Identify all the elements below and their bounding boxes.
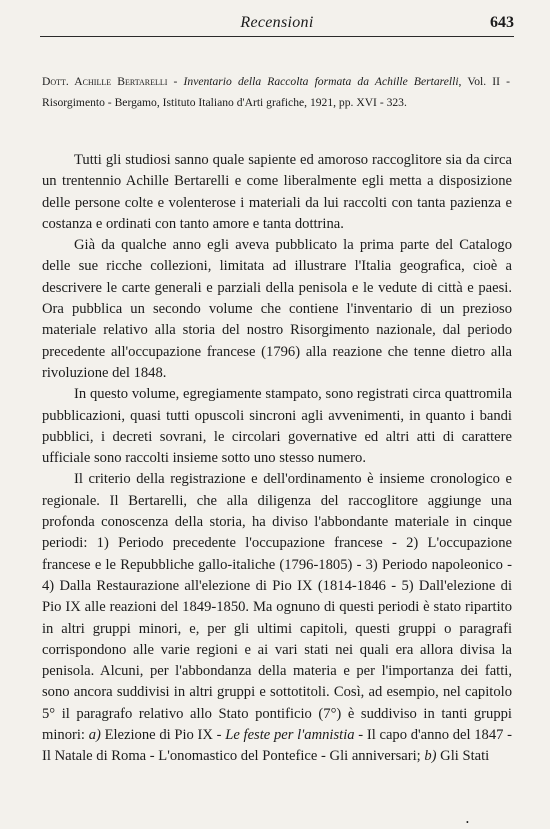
citation-details: , Vol. II - Risorgimento - Bergamo, Istituto Italiano d'Arti grafiche, 1921, pp. XVI - 323. <box>42 75 510 109</box>
citation-author: Dott. Achille Bertarelli <box>42 75 168 88</box>
section-title: Recensioni <box>240 14 314 31</box>
page-number: 643 <box>490 14 514 31</box>
paragraph-1: Tutti gli studiosi sanno quale sapiente ed amoroso raccoglitore sia da circa un trentennio Achille Bertarelli e come liberalmente egli metta a disposizione delle persone colte e volenterose i materiali da lui raccolti con tanta pazienza e costanza e ordinati con tanto amore e tanta dottrina. <box>42 152 512 232</box>
paragraph-4-text-a: Il criterio della registrazione e dell'ordinamento è insieme cronologico e regionale. Il Bertarelli, che alla diligenza del raccoglitore aggiunge una profonda conoscenza della storia, ha diviso l'abbondante materiale in cinque periodi: 1) Periodo precedente l'occupazione francese - 2) L'occupazione francese e le Repubbliche gallo-italiche (1796-1805) - 3) Periodo napoleonico - 4) Dalla Restaurazione all'elezione di Pio IX (1814-1846 - 5) Dall'elezione di Pio IX alle reazioni del 1849-1850. Ma ognuno di questi periodi è stato ripartito in altri gruppi minori, e, per gli ultimi capitoli, questi gruppi o paragrafi corrispondono alle varie regioni e ai vari stati nei quali era allora divisa la penisola. Alcuni, per l'abbondanza della materia e per l'importanza dei fatti, sono ancora suddivisi in altri gruppi e sottotitoli. Così, ad esempio, nel capitolo 5° il paragrafo relativo allo Stato pontificio (7°) è suddiviso in tanti gruppi minori: <box>42 471 512 744</box>
paragraph-4-item-a: a) <box>88 727 101 744</box>
citation-dash: - <box>167 75 184 88</box>
citation-title: Inventario della Raccolta formata da Achille Bertarelli <box>183 75 459 88</box>
paragraph-4-text-b: Elezione di Pio IX - <box>100 727 226 744</box>
paragraph-4-item-b: b) <box>424 748 437 765</box>
print-mark: • <box>466 818 469 827</box>
paragraph-4-text-d: Gli Stati <box>436 748 490 765</box>
paragraph-4-italic-title: Le feste per l'amnistia <box>225 727 355 744</box>
review-body <box>42 150 512 768</box>
paragraph-4 <box>42 469 512 767</box>
running-header <box>40 14 514 37</box>
paragraph-4-text-c: - Il capo d'anno del 1847 - Il Natale di Roma - L'onomastico del Pontefice - Gli anniversari; <box>42 727 512 765</box>
paragraph-2: Già da qualche anno egli aveva pubblicato la prima parte del Catalogo delle sue ricche collezioni, limitata ad illustrare l'Italia geografica, cioè a descrivere le carte generali e parziali della penisola e le vedute di città e paesi. Ora pubblica un secondo volume che contiene l'inventario di un prezioso materiale relativo alla storia del nostro Risorgimento nazionale, dal periodo precedente all'occupazione francese (1796) alla reazione che tenne dietro alla rivoluzione del 1848. <box>42 237 512 381</box>
bibliographic-citation <box>42 72 510 113</box>
paragraph-3: In questo volume, egregiamente stampato, sono registrati circa quattromila pubblicazioni, quasi tutti opuscoli sincroni agli avvenimenti, in quanto i bandi pubblici, i decreti sovrani, le circolari governative ed altri atti di carattere ufficiale sono raccolti insieme sotto uno stesso numero. <box>42 386 512 467</box>
